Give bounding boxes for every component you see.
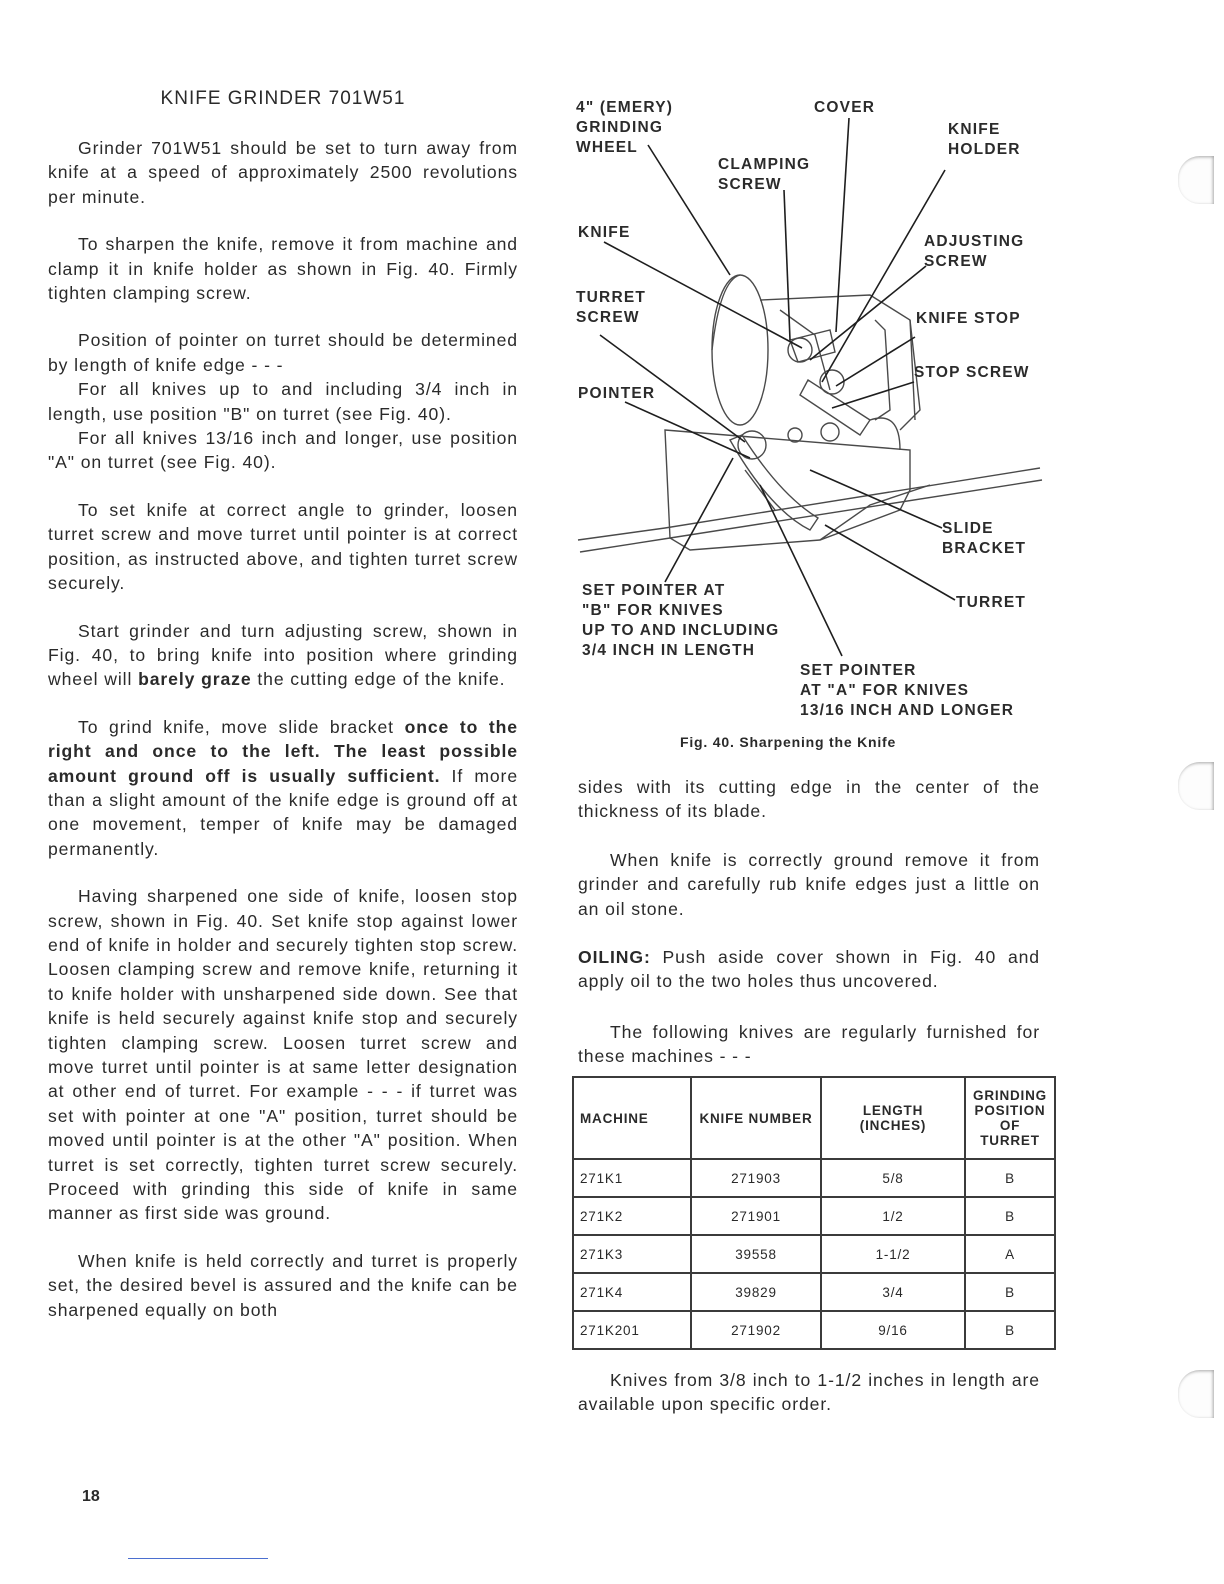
leader-turret: [825, 525, 955, 600]
paragraph-cutting-edge: sides with its cutting edge in the center of the thickness of its blade.: [578, 777, 1040, 822]
label-set-pointer-b: SET POINTER AT "B" FOR KNIVES UP TO AND INCLUDING 3/4 INCH IN LENGTH: [582, 582, 780, 659]
text-run: Start grinder and turn adjusting screw, shown in Fig. 40, to bring knife into position where grinding wheel will: [48, 620, 518, 690]
paragraph-set-angle: To set knife at correct angle to grinder, loosen turret screw and move turret until pointer is at correct position, as instructed above, and tighten turret screw securely.: [48, 499, 518, 594]
leader-clamping-screw: [784, 190, 790, 340]
binder-hole: [1178, 1370, 1214, 1418]
oiling-heading: OILING:: [578, 947, 651, 967]
leader-stop-screw: [832, 382, 914, 408]
label-stop-screw: STOP SCREW: [914, 364, 1030, 381]
table-row: [573, 1159, 1055, 1197]
cell-length: 1/2: [821, 1197, 965, 1235]
slide-bracket-body: [665, 430, 910, 550]
header-knife-number: KNIFE NUMBER: [691, 1077, 821, 1159]
label-cover: COVER: [814, 99, 876, 116]
text-run: If more than a slight amount of the knife edge is ground off at one movement, temper of knife may be damaged permanently.: [48, 765, 518, 859]
leader-knife-holder: [822, 170, 945, 382]
knife-stop: [821, 423, 839, 441]
header-machine: MACHINE: [573, 1077, 691, 1159]
binder-hole: [1178, 156, 1214, 204]
cell-length: 5/8: [821, 1159, 965, 1197]
label-knife-holder: KNIFE HOLDER: [948, 121, 1021, 158]
paragraph-clamp: To sharpen the knife, remove it from machine and clamp it in knife holder as shown in Fig. 40. Firmly tighten clamping screw.: [48, 234, 518, 304]
paragraph-grind-knife: [48, 715, 518, 861]
knife-table: [572, 1076, 1056, 1350]
section-title: KNIFE GRINDER 701W51: [160, 88, 406, 109]
label-pointer: POINTER: [578, 385, 656, 402]
cell-position: B: [965, 1273, 1055, 1311]
cell-length: 9/16: [821, 1311, 965, 1349]
figure-40: [570, 90, 1050, 719]
header-length: LENGTH (INCHES): [821, 1077, 965, 1159]
left-column: [48, 88, 518, 1322]
page-number: 18: [82, 1488, 100, 1505]
paragraph-start-grinder: [48, 619, 518, 692]
paragraph-pointer-position: Position of pointer on turret should be determined by length of knife edge - - -: [48, 330, 518, 375]
cell-knife-number: 271902: [691, 1311, 821, 1349]
holder-spring: [870, 418, 900, 450]
paragraph-position-a: For all knives 13/16 inch and longer, use position "A" on turret (see Fig. 40).: [48, 428, 518, 473]
leader-knife-stop: [836, 337, 915, 386]
cell-machine: 271K3: [573, 1235, 691, 1273]
cell-position: B: [965, 1311, 1055, 1349]
table-row: [573, 1273, 1055, 1311]
cell-knife-number: 271901: [691, 1197, 821, 1235]
cell-machine: 271K201: [573, 1311, 691, 1349]
paragraph-second-side: Having sharpened one side of knife, loosen stop screw, shown in Fig. 40. Set knife stop against lower end of knife in holder and securely tighten stop screw. Loosen clamping screw and remove knife, returning it to knife holder with unsharpened side down. See that knife is held securely against knife stop and securely tighten clamping screw. Loosen turret screw and move turret until pointer is at same letter designation at other end of turret. For example - - - if turret was set with pointer at one "A" position, turret should be moved until pointer is at the other "A" position. When turret is set correctly, tighten turret screw securely. Proceed with grinding this side of knife in same manner as first side was ground.: [48, 886, 518, 1224]
emphasis-text: barely graze: [138, 669, 252, 690]
paragraph-oiling: [578, 945, 1040, 994]
cell-machine: 271K4: [573, 1273, 691, 1311]
label-adjusting-screw: ADJUSTING SCREW: [924, 233, 1025, 270]
paragraph-bevel: When knife is held correctly and turret is properly set, the desired bevel is assured and the knife can be sharpened equally on both: [48, 1250, 518, 1320]
cell-machine: 271K1: [573, 1159, 691, 1197]
label-slide-bracket: SLIDE BRACKET: [942, 520, 1027, 557]
label-turret-screw: TURRET SCREW: [576, 289, 647, 326]
binder-hole: [1178, 762, 1214, 810]
label-knife: KNIFE: [578, 224, 631, 241]
housing: [760, 295, 920, 430]
table-row: [573, 1235, 1055, 1273]
emphasis-text: once to the right and once to the left. The least possible amount ground off is usually sufficient.: [48, 716, 518, 786]
paragraph-speed: Grinder 701W51 should be set to turn away from knife at a speed of approximately 2500 revolutions per minute.: [48, 138, 518, 207]
text-run: To grind knife, move slide bracket: [78, 716, 405, 737]
paragraph-position-b: For all knives up to and including 3/4 inch in length, use position "B" on turret (see Fig. 40).: [48, 379, 518, 424]
paragraph-knives-furnished: The following knives are regularly furnished for these machines - - -: [578, 1022, 1040, 1067]
cell-knife-number: 271903: [691, 1159, 821, 1197]
pivot-screw: [788, 428, 802, 442]
cell-length: 1-1/2: [821, 1235, 965, 1273]
cell-length: 3/4: [821, 1273, 965, 1311]
leader-set-b: [665, 458, 733, 582]
leader-pointer: [625, 402, 750, 458]
cell-machine: 271K2: [573, 1197, 691, 1235]
table-header-row: [573, 1077, 1055, 1159]
label-set-pointer-a: SET POINTER AT "A" FOR KNIVES 13/16 INCH AND LONGER: [800, 662, 1015, 719]
label-knife-stop: KNIFE STOP: [916, 310, 1021, 327]
cell-knife-number: 39829: [691, 1273, 821, 1311]
cell-knife-number: 39558: [691, 1235, 821, 1273]
oiling-text: Push aside cover shown in Fig. 40 and apply oil to the two holes thus uncovered.: [578, 947, 1040, 992]
cell-position: A: [965, 1235, 1055, 1273]
grinding-wheel: [712, 275, 768, 425]
turret-marks: [745, 470, 775, 510]
header-grinding-position: GRINDING POSITION OF TURRET: [965, 1077, 1055, 1159]
table-row: [573, 1311, 1055, 1349]
label-grinding-wheel: 4" (EMERY) GRINDING WHEEL: [576, 99, 674, 156]
footer-rule: [128, 1558, 268, 1559]
leader-cover: [836, 118, 849, 332]
cell-position: B: [965, 1197, 1055, 1235]
table-row: [573, 1197, 1055, 1235]
text-run: the cutting edge of the knife.: [251, 669, 506, 690]
upright: [875, 320, 890, 420]
label-turret: TURRET: [956, 594, 1027, 611]
cell-position: B: [965, 1159, 1055, 1197]
label-clamping-screw: CLAMPING SCREW: [718, 156, 811, 193]
leader-adjusting-screw: [810, 266, 926, 360]
figure-caption: Fig. 40. Sharpening the Knife: [680, 734, 897, 750]
paragraph-special-order: Knives from 3/8 inch to 1-1/2 inches in length are available upon specific order.: [578, 1370, 1040, 1415]
paragraph-oil-stone: When knife is correctly ground remove it from grinder and carefully rub knife edges just a little on an oil stone.: [578, 850, 1040, 919]
